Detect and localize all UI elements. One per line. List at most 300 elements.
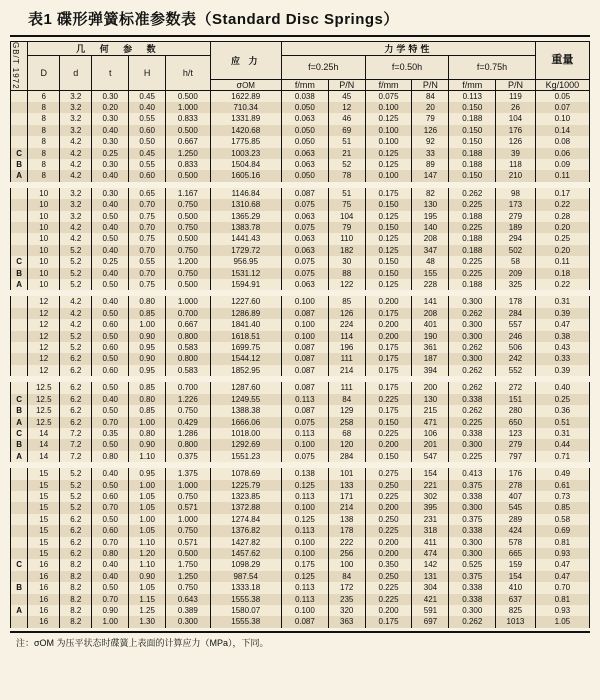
- cell-sigma: 1841.40: [210, 319, 281, 330]
- cell-P3: 552: [496, 365, 536, 376]
- cell-f1: 0.075: [281, 451, 328, 462]
- cell-D: 8: [28, 159, 60, 170]
- cell-H: 0.45: [129, 90, 166, 102]
- cell-D: 12.5: [28, 417, 60, 428]
- col-P1: P/N: [328, 79, 365, 90]
- cell-sigma: 1555.38: [210, 594, 281, 605]
- cell-P2: 697: [412, 616, 449, 627]
- table-row: [11, 439, 590, 450]
- cell-f3: 0.262: [449, 382, 496, 393]
- cell-P2: 471: [412, 417, 449, 428]
- cell-H: 0.60: [129, 125, 166, 136]
- cell-H: 0.75: [129, 211, 166, 222]
- cell-P2: 20: [412, 102, 449, 113]
- cell-H: 0.60: [129, 170, 166, 181]
- cell-f3: 0.262: [449, 365, 496, 376]
- table-row: [11, 148, 590, 159]
- table-note: [10, 631, 590, 649]
- cell-weight: 0.61: [535, 480, 589, 491]
- cell-f3: 0.338: [449, 582, 496, 593]
- table-row: [11, 468, 590, 479]
- cell-H: 1.25: [129, 605, 166, 616]
- cell-sigma: 1666.06: [210, 417, 281, 428]
- col-d: d: [60, 56, 92, 91]
- cell-d: 5.2: [60, 268, 92, 279]
- cell-f3: 0.225: [449, 222, 496, 233]
- cell-f3: 0.300: [449, 537, 496, 548]
- cell-sigma: 1699.75: [210, 342, 281, 353]
- cell-H: 0.50: [129, 136, 166, 147]
- cell-f1: 0.075: [281, 417, 328, 428]
- cell-D: 12: [28, 342, 60, 353]
- cell-sigma: 1078.69: [210, 468, 281, 479]
- cell-P2: 421: [412, 594, 449, 605]
- cell-weight: 0.06: [535, 148, 589, 159]
- row-mark: [11, 525, 28, 536]
- row-mark: A: [11, 451, 28, 462]
- cell-f1: 0.050: [281, 125, 328, 136]
- cell-H: 0.95: [129, 342, 166, 353]
- cell-P1: 110: [328, 233, 365, 244]
- cell-P3: 58: [496, 256, 536, 267]
- cell-weight: 0.05: [535, 90, 589, 102]
- cell-d: 5.2: [60, 279, 92, 290]
- cell-H: 0.80: [129, 428, 166, 439]
- cell-P3: 665: [496, 548, 536, 559]
- cell-d: 8.2: [60, 559, 92, 570]
- row-mark: [11, 514, 28, 525]
- cell-f1: 0.100: [281, 537, 328, 548]
- cell-D: 16: [28, 582, 60, 593]
- cell-t: 0.70: [92, 594, 129, 605]
- cell-f1: 0.087: [281, 308, 328, 319]
- cell-h/t: 0.583: [166, 365, 210, 376]
- cell-P3: 176: [496, 125, 536, 136]
- cell-d: 3.2: [60, 113, 92, 124]
- cell-P3: 119: [496, 90, 536, 102]
- cell-sigma: 1292.69: [210, 439, 281, 450]
- cell-t: 0.70: [92, 502, 129, 513]
- cell-h/t: 0.833: [166, 113, 210, 124]
- stress-symbol-cell: σOM: [210, 79, 281, 90]
- cell-f2: 0.125: [365, 211, 412, 222]
- cell-P2: 474: [412, 548, 449, 559]
- cell-H: 0.55: [129, 159, 166, 170]
- cell-f2: 0.150: [365, 256, 412, 267]
- cell-P3: 278: [496, 480, 536, 491]
- cell-H: 0.70: [129, 268, 166, 279]
- cell-P3: 1013: [496, 616, 536, 627]
- cell-P2: 215: [412, 405, 449, 416]
- cell-P1: 21: [328, 148, 365, 159]
- cell-f2: 0.275: [365, 468, 412, 479]
- cell-f2: 0.200: [365, 331, 412, 342]
- table-row: [11, 548, 590, 559]
- cell-sigma: 1594.91: [210, 279, 281, 290]
- cell-f2: 0.175: [365, 353, 412, 364]
- cell-d: 3.2: [60, 199, 92, 210]
- cell-f3: 0.150: [449, 102, 496, 113]
- row-mark: C: [11, 256, 28, 267]
- cell-sigma: 1003.23: [210, 148, 281, 159]
- cell-t: 0.50: [92, 211, 129, 222]
- cell-D: 16: [28, 571, 60, 582]
- cell-sigma: 1388.38: [210, 405, 281, 416]
- cell-sigma: 1333.18: [210, 582, 281, 593]
- cell-weight: 0.73: [535, 491, 589, 502]
- cell-D: 12.5: [28, 405, 60, 416]
- cell-D: 12: [28, 331, 60, 342]
- cell-P3: 325: [496, 279, 536, 290]
- cell-P1: 222: [328, 537, 365, 548]
- cell-h/t: 0.800: [166, 439, 210, 450]
- cell-f1: 0.175: [281, 559, 328, 570]
- cell-H: 1.15: [129, 594, 166, 605]
- table-row: [11, 90, 590, 102]
- cell-D: 10: [28, 233, 60, 244]
- cell-P1: 214: [328, 365, 365, 376]
- cell-P1: 235: [328, 594, 365, 605]
- cell-f2: 0.150: [365, 268, 412, 279]
- cell-f1: 0.125: [281, 480, 328, 491]
- cell-P1: 258: [328, 417, 365, 428]
- cell-P1: 46: [328, 113, 365, 124]
- cell-P3: 159: [496, 559, 536, 570]
- cell-D: 8: [28, 113, 60, 124]
- note-text: 注：σOM 为压平状态时碟簧上表面的计算应力（MPa），下同。: [16, 637, 269, 648]
- table-row: [11, 605, 590, 616]
- cell-weight: 0.11: [535, 256, 589, 267]
- cell-d: 6.2: [60, 548, 92, 559]
- cell-P3: 210: [496, 170, 536, 181]
- cell-f3: 0.338: [449, 394, 496, 405]
- cell-sigma: 1225.79: [210, 480, 281, 491]
- cell-sigma: 1605.16: [210, 170, 281, 181]
- cell-weight: 0.33: [535, 353, 589, 364]
- cell-f3: 0.300: [449, 296, 496, 307]
- cell-f1: 0.100: [281, 502, 328, 513]
- cell-f2: 0.125: [365, 159, 412, 170]
- cell-H: 1.10: [129, 537, 166, 548]
- cell-t: 0.40: [92, 199, 129, 210]
- cell-t: 0.50: [92, 514, 129, 525]
- cell-t: 0.25: [92, 256, 129, 267]
- cell-D: 15: [28, 502, 60, 513]
- cell-t: 0.30: [92, 113, 129, 124]
- cell-f1: 0.113: [281, 428, 328, 439]
- cell-D: 6: [28, 90, 60, 102]
- cell-H: 0.90: [129, 439, 166, 450]
- cell-f3: 0.188: [449, 159, 496, 170]
- cell-f1: 0.113: [281, 525, 328, 536]
- cell-f2: 0.200: [365, 296, 412, 307]
- cell-P2: 187: [412, 353, 449, 364]
- row-mark: [11, 480, 28, 491]
- cell-d: 4.2: [60, 170, 92, 181]
- row-mark: [11, 548, 28, 559]
- cell-f3: 0.300: [449, 353, 496, 364]
- cell-f1: 0.113: [281, 582, 328, 593]
- cell-P1: 363: [328, 616, 365, 627]
- table-row: [11, 525, 590, 536]
- table-row: [11, 296, 590, 307]
- cell-D: 14: [28, 428, 60, 439]
- cell-sigma: 1227.60: [210, 296, 281, 307]
- cell-h/t: 0.389: [166, 605, 210, 616]
- row-mark: [11, 296, 28, 307]
- table-row: [11, 331, 590, 342]
- cell-t: 0.20: [92, 102, 129, 113]
- cell-P3: 246: [496, 331, 536, 342]
- cell-d: 6.2: [60, 353, 92, 364]
- cell-f2: 0.075: [365, 90, 412, 102]
- cell-H: 1.00: [129, 480, 166, 491]
- cell-D: 8: [28, 170, 60, 181]
- table-row: [11, 199, 590, 210]
- cell-weight: 0.93: [535, 548, 589, 559]
- cell-h/t: 0.750: [166, 245, 210, 256]
- cell-weight: 0.38: [535, 331, 589, 342]
- row-mark: [11, 319, 28, 330]
- cell-P3: 424: [496, 525, 536, 536]
- load-group-3: f=0.75h: [449, 56, 535, 80]
- cell-h/t: 1.375: [166, 468, 210, 479]
- cell-weight: 0.71: [535, 451, 589, 462]
- cell-h/t: 0.833: [166, 159, 210, 170]
- cell-H: 0.80: [129, 296, 166, 307]
- cell-f1: 0.087: [281, 353, 328, 364]
- cell-t: 0.50: [92, 279, 129, 290]
- cell-f1: 0.100: [281, 331, 328, 342]
- cell-f3: 0.413: [449, 468, 496, 479]
- cell-d: 4.2: [60, 136, 92, 147]
- table-row: [11, 616, 590, 627]
- cell-f1: 0.063: [281, 159, 328, 170]
- standard-label-cell: [11, 42, 28, 91]
- col-f1: f/mm: [281, 79, 328, 90]
- row-mark: [11, 468, 28, 479]
- cell-sigma: 1146.84: [210, 188, 281, 199]
- cell-weight: 0.36: [535, 405, 589, 416]
- cell-f1: 0.050: [281, 170, 328, 181]
- cell-sigma: 1331.89: [210, 113, 281, 124]
- cell-t: 0.40: [92, 125, 129, 136]
- cell-f2: 0.175: [365, 342, 412, 353]
- cell-f2: 0.225: [365, 428, 412, 439]
- weight-unit-cell: Kg/1000: [535, 79, 589, 90]
- cell-P1: 320: [328, 605, 365, 616]
- cell-P2: 195: [412, 211, 449, 222]
- cell-P2: 547: [412, 451, 449, 462]
- cell-f3: 0.150: [449, 125, 496, 136]
- cell-H: 1.10: [129, 559, 166, 570]
- cell-H: 0.90: [129, 331, 166, 342]
- cell-sigma: 1441.43: [210, 233, 281, 244]
- cell-f2: 0.100: [365, 102, 412, 113]
- cell-f2: 0.200: [365, 605, 412, 616]
- table-row: [11, 319, 590, 330]
- cell-t: 0.60: [92, 365, 129, 376]
- cell-h/t: 0.500: [166, 90, 210, 102]
- cell-f2: 0.150: [365, 199, 412, 210]
- cell-D: 14: [28, 451, 60, 462]
- cell-t: 0.60: [92, 491, 129, 502]
- cell-P1: 75: [328, 199, 365, 210]
- cell-weight: 0.07: [535, 102, 589, 113]
- cell-D: 10: [28, 268, 60, 279]
- table-row: [11, 394, 590, 405]
- cell-D: 10: [28, 199, 60, 210]
- mechanics-group-header: 力学特性: [281, 42, 535, 56]
- col-P2: P/N: [412, 79, 449, 90]
- cell-d: 6.2: [60, 405, 92, 416]
- cell-sigma: 956.95: [210, 256, 281, 267]
- cell-f3: 0.262: [449, 405, 496, 416]
- cell-D: 15: [28, 525, 60, 536]
- cell-h/t: 0.429: [166, 417, 210, 428]
- load-group-2: f=0.50h: [365, 56, 449, 80]
- cell-weight: 0.11: [535, 170, 589, 181]
- cell-sigma: 1323.85: [210, 491, 281, 502]
- cell-h/t: 0.750: [166, 491, 210, 502]
- cell-t: 0.50: [92, 382, 129, 393]
- row-mark: B: [11, 159, 28, 170]
- cell-D: 15: [28, 491, 60, 502]
- row-mark: [11, 222, 28, 233]
- cell-weight: 0.20: [535, 222, 589, 233]
- cell-sigma: 1286.89: [210, 308, 281, 319]
- cell-H: 0.95: [129, 468, 166, 479]
- cell-weight: 0.81: [535, 537, 589, 548]
- cell-P2: 591: [412, 605, 449, 616]
- cell-H: 0.55: [129, 113, 166, 124]
- row-mark: A: [11, 605, 28, 616]
- cell-t: 1.00: [92, 616, 129, 627]
- cell-D: 12.5: [28, 394, 60, 405]
- cell-h/t: 1.000: [166, 480, 210, 491]
- cell-t: 0.40: [92, 170, 129, 181]
- cell-t: 0.40: [92, 394, 129, 405]
- cell-t: 0.25: [92, 148, 129, 159]
- cell-f1: 0.063: [281, 113, 328, 124]
- cell-P1: 51: [328, 188, 365, 199]
- cell-P1: 78: [328, 170, 365, 181]
- cell-t: 0.40: [92, 468, 129, 479]
- row-mark: [11, 331, 28, 342]
- cell-weight: 0.39: [535, 365, 589, 376]
- cell-t: 0.40: [92, 559, 129, 570]
- row-mark: [11, 342, 28, 353]
- cell-d: 5.2: [60, 342, 92, 353]
- cell-D: 16: [28, 616, 60, 627]
- cell-H: 0.85: [129, 382, 166, 393]
- cell-P3: 26: [496, 102, 536, 113]
- cell-D: 15: [28, 537, 60, 548]
- cell-weight: 0.10: [535, 113, 589, 124]
- cell-P1: 12: [328, 102, 365, 113]
- cell-weight: 0.22: [535, 199, 589, 210]
- cell-P3: 545: [496, 502, 536, 513]
- cell-P1: 284: [328, 451, 365, 462]
- cell-D: 10: [28, 222, 60, 233]
- cell-sigma: 987.54: [210, 571, 281, 582]
- cell-f1: 0.100: [281, 548, 328, 559]
- cell-P3: 123: [496, 428, 536, 439]
- row-mark: [11, 491, 28, 502]
- table-body: [11, 90, 590, 628]
- cell-P2: 231: [412, 514, 449, 525]
- cell-P2: 147: [412, 170, 449, 181]
- table-row: [11, 502, 590, 513]
- cell-P2: 140: [412, 222, 449, 233]
- cell-P1: 172: [328, 582, 365, 593]
- cell-D: 15: [28, 480, 60, 491]
- table-row: [11, 279, 590, 290]
- cell-t: 0.50: [92, 233, 129, 244]
- cell-d: 6.2: [60, 514, 92, 525]
- cell-P3: 154: [496, 571, 536, 582]
- stress-group-header: 应 力: [210, 42, 281, 80]
- cell-P1: 52: [328, 159, 365, 170]
- cell-weight: 1.05: [535, 616, 589, 627]
- table-row: [11, 365, 590, 376]
- cell-f1: 0.050: [281, 136, 328, 147]
- cell-sigma: 1852.95: [210, 365, 281, 376]
- cell-weight: 0.93: [535, 605, 589, 616]
- cell-t: 0.30: [92, 90, 129, 102]
- row-mark: C: [11, 394, 28, 405]
- cell-f3: 0.150: [449, 170, 496, 181]
- cell-P2: 155: [412, 268, 449, 279]
- cell-h/t: 0.571: [166, 502, 210, 513]
- cell-d: 4.2: [60, 222, 92, 233]
- row-mark: B: [11, 405, 28, 416]
- cell-f3: 0.188: [449, 211, 496, 222]
- cell-P3: 104: [496, 113, 536, 124]
- cell-f2: 0.100: [365, 170, 412, 181]
- cell-H: 1.00: [129, 514, 166, 525]
- cell-f2: 0.175: [365, 188, 412, 199]
- cell-sigma: 1544.12: [210, 353, 281, 364]
- cell-P1: 100: [328, 559, 365, 570]
- row-mark: C: [11, 559, 28, 570]
- cell-P2: 304: [412, 582, 449, 593]
- cell-f1: 0.063: [281, 279, 328, 290]
- cell-d: 7.2: [60, 451, 92, 462]
- cell-f3: 0.188: [449, 113, 496, 124]
- cell-H: 0.70: [129, 199, 166, 210]
- cell-f3: 0.338: [449, 525, 496, 536]
- cell-f1: 0.087: [281, 405, 328, 416]
- cell-P3: 557: [496, 319, 536, 330]
- cell-P1: 122: [328, 279, 365, 290]
- row-mark: C: [11, 148, 28, 159]
- cell-sigma: 1551.23: [210, 451, 281, 462]
- cell-t: 0.70: [92, 417, 129, 428]
- cell-f3: 0.262: [449, 188, 496, 199]
- row-mark: A: [11, 279, 28, 290]
- cell-P3: 506: [496, 342, 536, 353]
- cell-H: 0.90: [129, 571, 166, 582]
- cell-f2: 0.200: [365, 502, 412, 513]
- cell-h/t: 0.667: [166, 136, 210, 147]
- cell-f3: 0.225: [449, 256, 496, 267]
- cell-f1: 0.063: [281, 233, 328, 244]
- cell-f1: 0.113: [281, 594, 328, 605]
- cell-f1: 0.100: [281, 605, 328, 616]
- cell-weight: 0.17: [535, 188, 589, 199]
- row-mark: [11, 537, 28, 548]
